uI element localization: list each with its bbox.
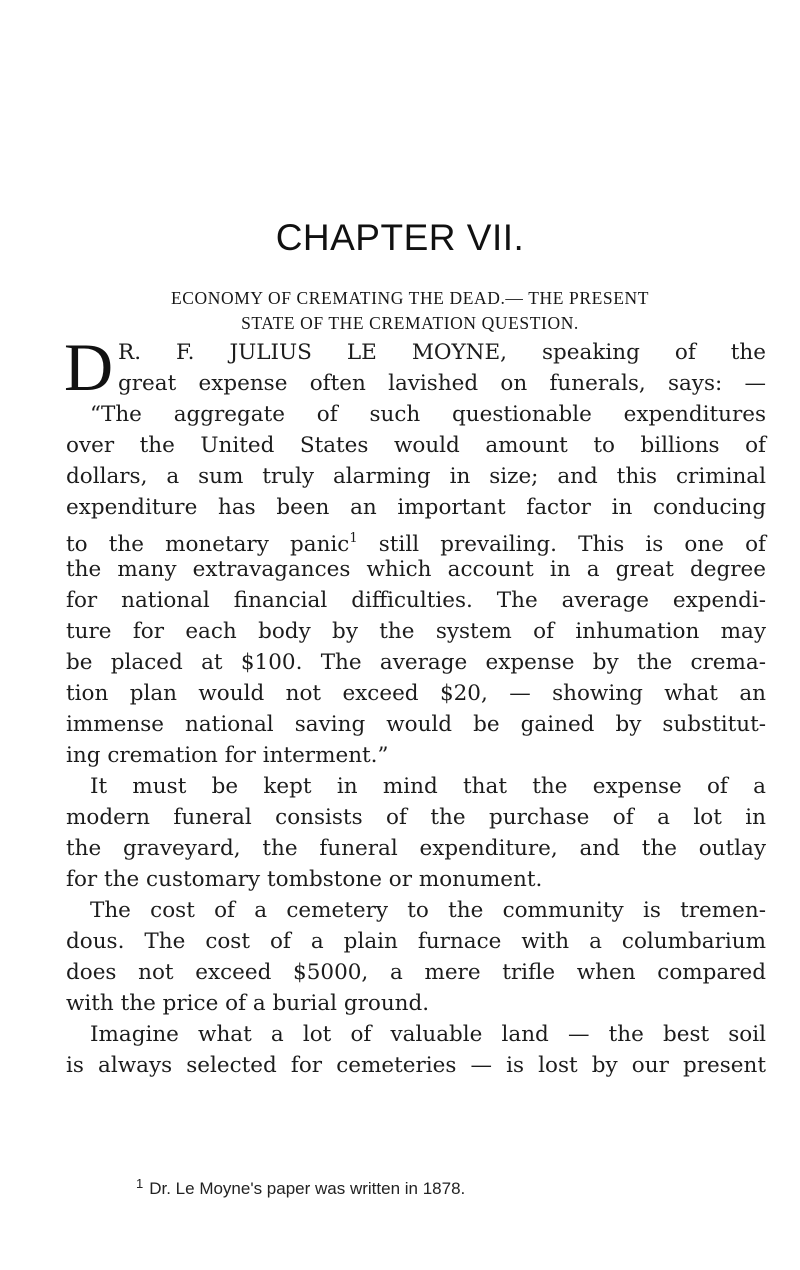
text-line: dollars, a sum truly alarming in size; and this criminal [66,464,766,489]
drop-cap: D [64,329,114,405]
line-text: to the monetary panic [66,532,350,557]
text-line: for national financial difficulties. The average expendi- [66,588,766,613]
footnote-mark: 1 [136,1176,144,1191]
text-line: immense national saving would be gained by substitut- [66,712,766,737]
text-line: “The aggregate of such questionable expenditures [90,402,766,427]
line-text: R. F. JULIUS LE MOYNE, speaking of the [118,340,766,365]
text-line: the many extravagances which account in a great degree [66,557,766,582]
text-line: great expense often lavished on funerals, says: — [118,371,766,396]
line-text: still prevailing. This is one of [357,532,766,557]
text-line: ture for each body by the system of inhumation may [66,619,766,644]
chapter-subtitle [60,286,760,336]
footnote [136,1176,465,1199]
text-line [66,523,766,557]
text-line: ing cremation for interment.” [66,743,389,768]
text-line: the graveyard, the funeral expenditure, and the outlay [66,836,766,861]
text-line: is always selected for cemeteries — is lost by our present [66,1053,766,1078]
text-line: modern funeral consists of the purchase of a lot in [66,805,766,830]
text-line: over the United States would amount to billions of [66,433,766,458]
footnote-text: Dr. Le Moyne's paper was written in 1878. [149,1179,466,1198]
subtitle-line-2: STATE OF THE CREMATION QUESTION. [241,313,579,333]
text-line: be placed at $100. The average expense by the crema- [66,650,766,675]
body-text [64,329,766,1081]
subtitle-line-1: ECONOMY OF CREMATING THE DEAD.— THE PRESENT [170,288,650,308]
text-line: It must be kept in mind that the expense of a [90,774,766,799]
text-line: for the customary tombstone or monument. [66,867,543,892]
footnote-reference: 1 [349,531,358,546]
text-line: expenditure has been an important factor in conducing [66,495,766,520]
text-line: does not exceed $5000, a mere trifle when compared [66,960,766,985]
chapter-title: CHAPTER VII. [275,217,525,258]
text-line: with the price of a burial ground. [66,991,430,1016]
text-line: dous. The cost of a plain furnace with a columbarium [66,929,766,954]
text-line: Imagine what a lot of valuable land — the best soil [90,1022,766,1047]
text-line: tion plan would not exceed $20, — showing what an [66,681,766,706]
text-line: The cost of a cemetery to the community is tremen- [90,898,766,923]
